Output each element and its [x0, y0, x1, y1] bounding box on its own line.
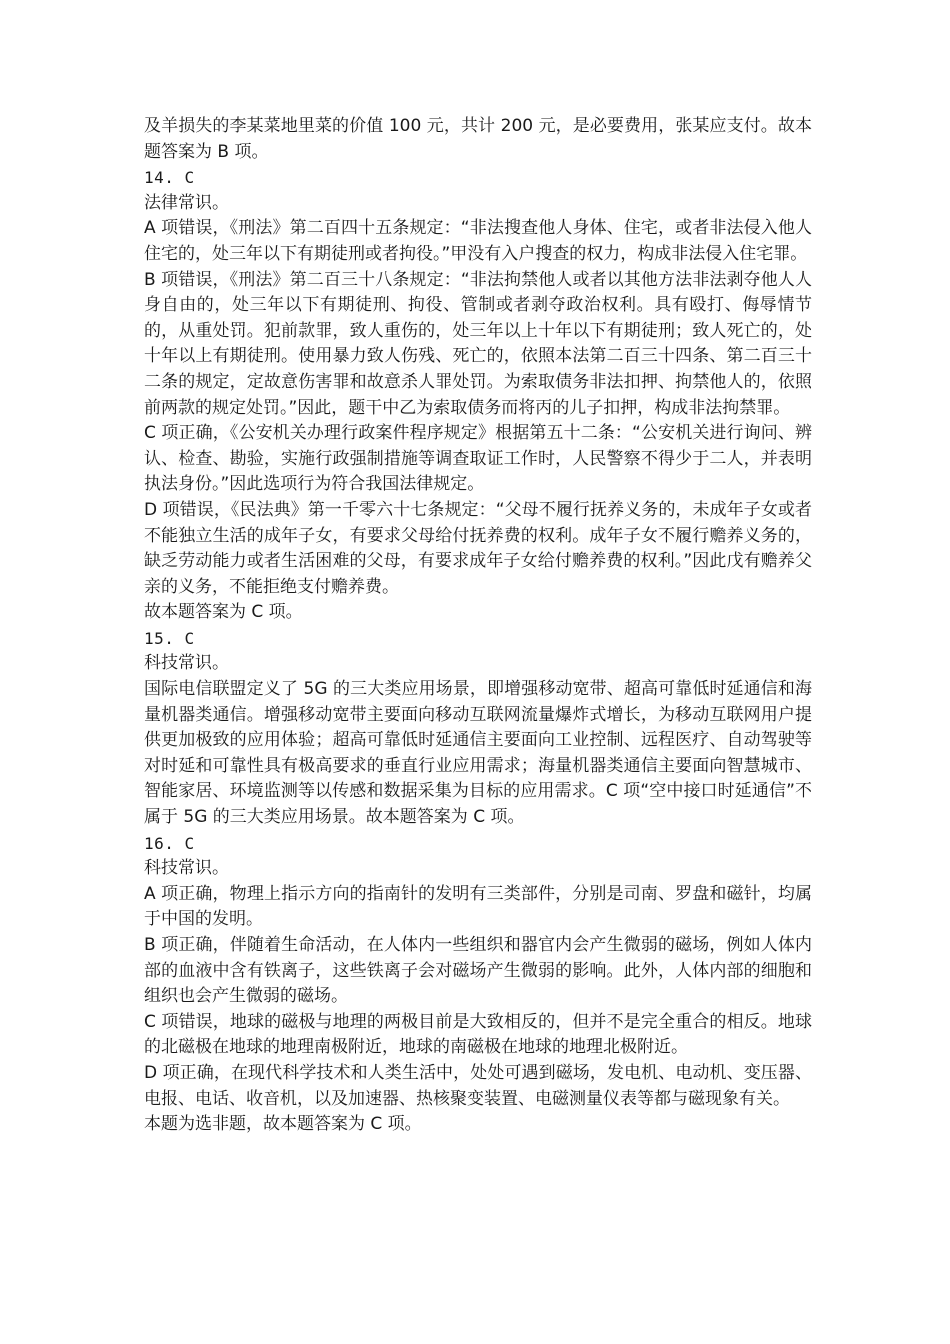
paragraph: D 项正确，在现代科学技术和人类生活中，处处可遇到磁场，发电机、电动机、变压器、电报、电话、收音机，以及加速器、热核聚变装置、电磁测量仪表等都与磁现象有关。 — [144, 1062, 812, 1109]
paragraph: 国际电信联盟定义了 5G 的三大类应用场景，即增强移动宽带、超高可靠低时延通信和海量机器类通信。增强移动宽带主要面向移动互联网流量爆炸式增长，为移动互联网用户提供更加极致的应用体验；超高可靠低时延通信主要面向工业控制、远程医疗、自动驾驶等对时延和可靠性具有极高要求的垂直行业应用需求；海量机器类通信主要面向智慧城市、智能家居、环境监测等以传感和数据采集为目标的应用需求。C 项“空中接口时延通信”不属于 5G 的三大类应用场景。故本题答案为 C 项。 — [144, 679, 812, 828]
question-number: 16. C — [144, 833, 195, 853]
paragraph: A 项错误，《刑法》第二百四十五条规定：“非法搜查他人身体、住宅，或者非法侵入他人住宅的，处三年以下有期徒刑或者拘役。”甲没有入户搜查的权力，构成非法侵入住宅罪。 — [144, 218, 812, 264]
paragraph: 法律常识。 — [144, 192, 229, 213]
paragraph: 科技常识。 — [144, 858, 229, 879]
question-number: 15. C — [144, 628, 195, 648]
question-number: 14. C — [144, 168, 195, 188]
paragraph: 科技常识。 — [144, 653, 229, 674]
paragraph: B 项错误，《刑法》第二百三十八条规定：“非法拘禁他人或者以其他方法非法剥夺他人人身自由的，处三年以下有期徒刑、拘役、管制或者剥夺政治权利。具有殴打、侮辱情节的，从重处罚。犯前款罪，致人重伤的，处三年以上十年以下有期徒刑；致人死亡的，处十年以上有期徒刑。使用暴力致人伤残、死亡的，依照本法第二百三十四条、第二百三十二条的规定，定故意伤害罪和故意杀人罪处罚。为索取债务非法扣押、拘禁他人的，依照前两款的规定处罚。”因此，题干中乙为索取债务而将丙的儿子扣押，构成非法拘禁罪。 — [144, 269, 812, 418]
paragraph: C 项正确，《公安机关办理行政案件程序规定》根据第五十二条：“公安机关进行询问、辨认、检查、勘验，实施行政强制措施等调查取证工作时，人民警察不得少于二人，并表明执法身份。”因此选项行为符合我国法律规定。 — [144, 423, 812, 495]
paragraph: A 项正确，物理上指示方向的指南针的发明有三类部件，分别是司南、罗盘和磁针，均属于中国的发明。 — [144, 883, 812, 930]
document-body — [144, 114, 812, 1138]
paragraph: 故本题答案为 C 项。 — [144, 602, 303, 623]
paragraph: 及羊损失的李某菜地里菜的价值 100 元，共计 200 元，是必要费用，张某应支付。故本题答案为 B 项。 — [144, 116, 812, 162]
paragraph: 本题为选非题，故本题答案为 C 项。 — [144, 1114, 422, 1135]
paragraph: C 项错误，地球的磁极与地理的两极目前是大致相反的，但并不是完全重合的相反。地球的北磁极在地球的地理南极附近，地球的南磁极在地球的地理北极附近。 — [144, 1011, 812, 1058]
paragraph: B 项正确，伴随着生命活动，在人体内一些组织和器官内会产生微弱的磁场，例如人体内部的血液中含有铁离子，这些铁离子会对磁场产生微弱的影响。此外，人体内部的细胞和组织也会产生微弱的磁场。 — [144, 935, 812, 1007]
paragraph: D 项错误，《民法典》第一千零六十七条规定：“父母不履行抚养义务的，未成年子女或者不能独立生活的成年子女，有要求父母给付抚养费的权利。成年子女不履行赡养义务的，缺乏劳动能力或者生活困难的父母，有要求成年子女给付赡养费的权利。”因此戊有赡养父亲的义务，不能拒绝支付赡养费。 — [144, 499, 812, 597]
